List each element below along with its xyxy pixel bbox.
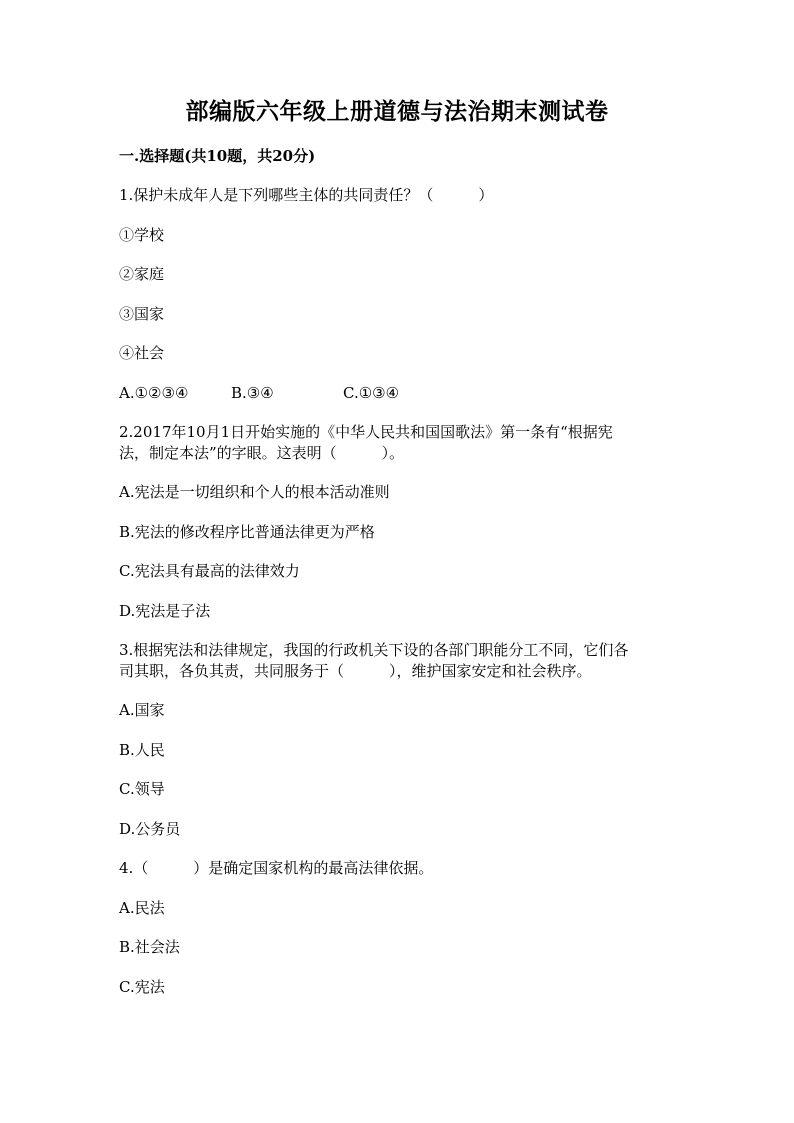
question-3-stem-line-1: 3.根据宪法和法律规定，我国的行政机关下设的各部门职能分工不同，它们各 — [119, 641, 629, 659]
question-4-stem: 4.（ ）是确定国家机构的最高法律依据。 — [119, 859, 434, 877]
page-title: 部编版六年级上册道德与法治期末测试卷 — [185, 98, 609, 125]
question-2-option-a: A.宪法是一切组织和个人的根本活动准则 — [119, 483, 390, 501]
question-1-option-a: A.①②③④ — [119, 384, 189, 402]
question-1-item-2: ②家庭 — [119, 265, 165, 283]
question-3-option-a: A.国家 — [119, 701, 165, 719]
question-1-stem: 1.保护未成年人是下列哪些主体的共同责任？（ ） — [119, 186, 494, 204]
question-3-option-b: B.人民 — [119, 741, 165, 759]
question-1-item-1: ①学校 — [119, 226, 165, 244]
question-3-option-d: D.公务员 — [119, 820, 181, 838]
question-1-option-c: C.①③④ — [343, 384, 400, 402]
question-4-option-c: C.宪法 — [119, 978, 165, 996]
section-heading: 一.选择题(共10题，共20分) — [119, 147, 316, 165]
question-3-stem-line-2: 司其职，各负其责，共同服务于（ ），维护国家安定和社会秩序。 — [119, 662, 592, 680]
question-2-stem-line-1: 2.2017年10月1日开始实施的《中华人民共和国国歌法》第一条有“根据宪 — [119, 423, 613, 441]
question-4-option-b: B.社会法 — [119, 938, 180, 956]
question-2-option-b: B.宪法的修改程序比普通法律更为严格 — [119, 523, 375, 541]
question-2-option-c: C.宪法具有最高的法律效力 — [119, 562, 300, 580]
question-4-option-a: A.民法 — [119, 899, 165, 917]
question-2-option-d: D.宪法是子法 — [119, 602, 211, 620]
question-3-option-c: C.领导 — [119, 780, 165, 798]
question-1-item-3: ③国家 — [119, 305, 165, 323]
question-1-option-b: B.③④ — [231, 384, 274, 402]
question-1-item-4: ④社会 — [119, 344, 165, 362]
question-1-options — [119, 383, 679, 404]
question-2-stem-line-2: 法，制定本法”的字眼。这表明（ ）。 — [119, 444, 405, 462]
